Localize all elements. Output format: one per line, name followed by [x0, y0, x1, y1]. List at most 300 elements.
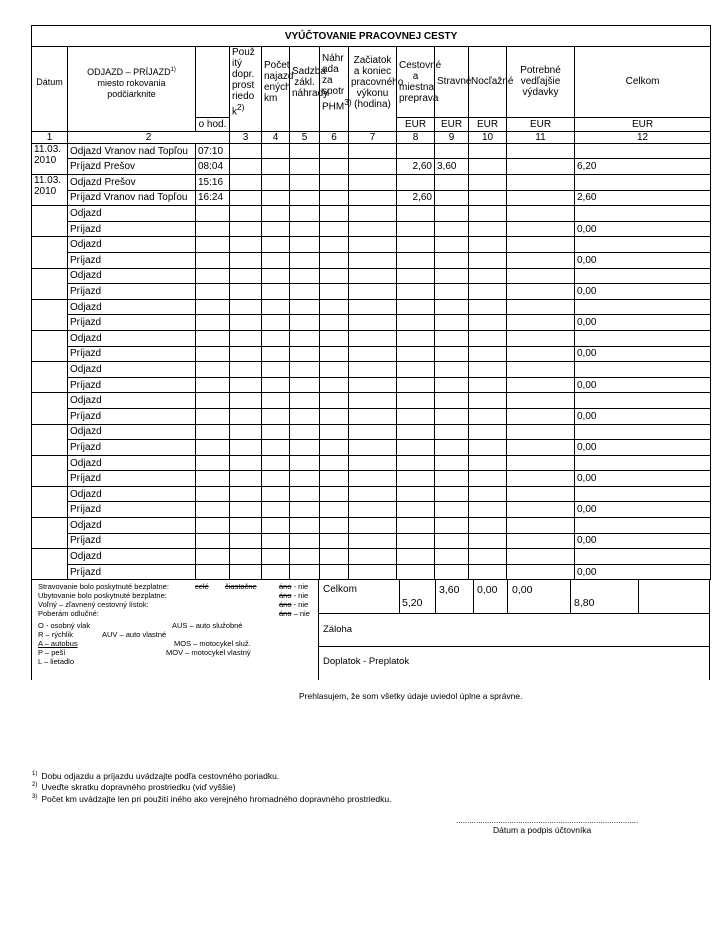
cell-col10[interactable]: [469, 268, 507, 284]
cell-col3[interactable]: [230, 175, 262, 191]
cell-col4[interactable]: [262, 175, 290, 191]
cell-col7[interactable]: [349, 330, 397, 346]
odjazd-place[interactable]: Odjazd: [68, 237, 196, 253]
cestovne-value[interactable]: [397, 143, 435, 159]
cell-col10[interactable]: [469, 284, 507, 300]
stravne-value[interactable]: [435, 346, 469, 362]
cestovne-value[interactable]: [397, 175, 435, 191]
odjazd-place[interactable]: Odjazd: [68, 362, 196, 378]
cell-col4[interactable]: [262, 564, 290, 580]
stravne-value[interactable]: [435, 408, 469, 424]
cell-col6[interactable]: [320, 502, 349, 518]
celkom-value[interactable]: 0,00: [575, 221, 711, 237]
cell-col3[interactable]: [230, 206, 262, 222]
cell-col4[interactable]: [262, 440, 290, 456]
cestovne-value[interactable]: [397, 268, 435, 284]
date-cell[interactable]: [32, 330, 68, 361]
prijazd-time[interactable]: [196, 502, 230, 518]
cell-col3[interactable]: [230, 284, 262, 300]
cell-col3[interactable]: [230, 424, 262, 440]
cell-col10[interactable]: [469, 143, 507, 159]
cell-col10[interactable]: [469, 455, 507, 471]
cell-col10[interactable]: [469, 315, 507, 331]
cell-col3[interactable]: [230, 237, 262, 253]
stravne-value[interactable]: [435, 393, 469, 409]
cell-col10[interactable]: [469, 221, 507, 237]
cell-col3[interactable]: [230, 486, 262, 502]
cell-col5[interactable]: [290, 502, 320, 518]
odjazd-place[interactable]: Odjazd: [68, 299, 196, 315]
stravne-value[interactable]: [435, 424, 469, 440]
odjazd-time[interactable]: [196, 455, 230, 471]
cell-col10[interactable]: [469, 518, 507, 534]
prijazd-time[interactable]: [196, 533, 230, 549]
cell-col6[interactable]: [320, 455, 349, 471]
cell-col5[interactable]: [290, 393, 320, 409]
cell-col11[interactable]: [507, 346, 575, 362]
odjazd-place[interactable]: Odjazd: [68, 518, 196, 534]
odjazd-place[interactable]: Odjazd: [68, 549, 196, 565]
odjazd-time[interactable]: [196, 518, 230, 534]
cell-col11[interactable]: [507, 284, 575, 300]
odjazd-time[interactable]: [196, 299, 230, 315]
cell-col7[interactable]: [349, 393, 397, 409]
prijazd-time[interactable]: [196, 440, 230, 456]
prijazd-place[interactable]: Príjazd Prešov: [68, 159, 196, 175]
prijazd-place[interactable]: Príjazd: [68, 221, 196, 237]
stravne-value[interactable]: [435, 440, 469, 456]
cell-col6[interactable]: [320, 362, 349, 378]
cell-col5[interactable]: [290, 221, 320, 237]
stravne-value[interactable]: [435, 377, 469, 393]
cell-col6[interactable]: [320, 237, 349, 253]
prijazd-time[interactable]: [196, 377, 230, 393]
cell-col6[interactable]: [320, 221, 349, 237]
stravne-value[interactable]: 3,60: [435, 159, 469, 175]
odjazd-time[interactable]: [196, 362, 230, 378]
cestovne-value[interactable]: [397, 564, 435, 580]
stravne-value[interactable]: [435, 502, 469, 518]
stravovanie-cele[interactable]: celé: [195, 582, 209, 592]
cell-col10[interactable]: [469, 206, 507, 222]
prijazd-time[interactable]: [196, 284, 230, 300]
cell-col10[interactable]: [469, 393, 507, 409]
cestovne-value[interactable]: [397, 455, 435, 471]
celkom-value[interactable]: 6,20: [575, 159, 711, 175]
date-cell[interactable]: [32, 486, 68, 517]
cell-col11[interactable]: [507, 518, 575, 534]
stravne-value[interactable]: [435, 206, 469, 222]
stravne-value[interactable]: [435, 518, 469, 534]
ubytovanie-ano-nie[interactable]: [279, 591, 308, 600]
celkom-value[interactable]: [575, 362, 711, 378]
celkom-value[interactable]: [575, 268, 711, 284]
cell-col4[interactable]: [262, 221, 290, 237]
cell-col11[interactable]: [507, 315, 575, 331]
cell-col3[interactable]: [230, 330, 262, 346]
celkom-value[interactable]: [575, 299, 711, 315]
cell-col6[interactable]: [320, 440, 349, 456]
cell-col10[interactable]: [469, 175, 507, 191]
date-cell[interactable]: [32, 393, 68, 424]
cell-col5[interactable]: [290, 518, 320, 534]
cestovne-value[interactable]: 2,60: [397, 190, 435, 206]
cell-col7[interactable]: [349, 533, 397, 549]
cell-col4[interactable]: [262, 362, 290, 378]
cell-col3[interactable]: [230, 455, 262, 471]
cell-col3[interactable]: [230, 440, 262, 456]
cell-col5[interactable]: [290, 330, 320, 346]
cell-col5[interactable]: [290, 284, 320, 300]
cell-col11[interactable]: [507, 455, 575, 471]
cell-col6[interactable]: [320, 190, 349, 206]
date-cell[interactable]: [32, 518, 68, 549]
celkom-value[interactable]: 0,00: [575, 440, 711, 456]
cell-col5[interactable]: [290, 424, 320, 440]
cell-col3[interactable]: [230, 362, 262, 378]
cell-col3[interactable]: [230, 190, 262, 206]
cell-col5[interactable]: [290, 377, 320, 393]
cell-col7[interactable]: [349, 143, 397, 159]
cell-col7[interactable]: [349, 284, 397, 300]
cell-col11[interactable]: [507, 159, 575, 175]
stravne-value[interactable]: [435, 533, 469, 549]
prijazd-time[interactable]: 08:04: [196, 159, 230, 175]
cell-col10[interactable]: [469, 346, 507, 362]
celkom-value[interactable]: 0,00: [575, 346, 711, 362]
celkom-value[interactable]: [575, 143, 711, 159]
cell-col3[interactable]: [230, 393, 262, 409]
cell-col11[interactable]: [507, 408, 575, 424]
cell-col5[interactable]: [290, 455, 320, 471]
cell-col5[interactable]: [290, 346, 320, 362]
prijazd-time[interactable]: [196, 564, 230, 580]
cell-col3[interactable]: [230, 159, 262, 175]
cestovne-value[interactable]: [397, 502, 435, 518]
odjazd-place[interactable]: Odjazd: [68, 486, 196, 502]
celkom-value[interactable]: 2,60: [575, 190, 711, 206]
odjazd-place[interactable]: Odjazd: [68, 455, 196, 471]
stravne-value[interactable]: [435, 143, 469, 159]
cell-col10[interactable]: [469, 362, 507, 378]
cell-col7[interactable]: [349, 237, 397, 253]
cestovne-value[interactable]: [397, 549, 435, 565]
cell-col5[interactable]: [290, 486, 320, 502]
cell-col11[interactable]: [507, 268, 575, 284]
cell-col4[interactable]: [262, 377, 290, 393]
cell-col10[interactable]: [469, 237, 507, 253]
cestovne-value[interactable]: [397, 393, 435, 409]
cell-col4[interactable]: [262, 299, 290, 315]
cell-col7[interactable]: [349, 175, 397, 191]
cell-col7[interactable]: [349, 362, 397, 378]
odjazd-time[interactable]: 15:16: [196, 175, 230, 191]
odjazd-time[interactable]: [196, 393, 230, 409]
cell-col11[interactable]: [507, 237, 575, 253]
cestovne-value[interactable]: [397, 284, 435, 300]
cell-col5[interactable]: [290, 315, 320, 331]
cell-col4[interactable]: [262, 330, 290, 346]
cell-col10[interactable]: [469, 486, 507, 502]
celkom-value[interactable]: 0,00: [575, 252, 711, 268]
cell-col10[interactable]: [469, 159, 507, 175]
celkom-value[interactable]: 0,00: [575, 533, 711, 549]
cell-col7[interactable]: [349, 221, 397, 237]
cell-col10[interactable]: [469, 252, 507, 268]
cell-col5[interactable]: [290, 252, 320, 268]
cell-col11[interactable]: [507, 533, 575, 549]
odjazd-place[interactable]: Odjazd: [68, 330, 196, 346]
cell-col5[interactable]: [290, 159, 320, 175]
cell-col7[interactable]: [349, 159, 397, 175]
stravne-value[interactable]: [435, 315, 469, 331]
prijazd-place[interactable]: Príjazd: [68, 377, 196, 393]
cestovne-value[interactable]: [397, 346, 435, 362]
cell-col4[interactable]: [262, 237, 290, 253]
cell-col4[interactable]: [262, 252, 290, 268]
cestovne-value[interactable]: [397, 362, 435, 378]
volny-ano-nie[interactable]: [279, 600, 308, 609]
cell-col3[interactable]: [230, 408, 262, 424]
date-cell[interactable]: [32, 206, 68, 237]
cell-col11[interactable]: [507, 330, 575, 346]
celkom-value[interactable]: [575, 549, 711, 565]
celkom-value[interactable]: 0,00: [575, 471, 711, 487]
cell-col6[interactable]: [320, 377, 349, 393]
cell-col10[interactable]: [469, 424, 507, 440]
cell-col4[interactable]: [262, 502, 290, 518]
odjazd-time[interactable]: 07:10: [196, 143, 230, 159]
date-cell[interactable]: [32, 299, 68, 330]
cell-col3[interactable]: [230, 143, 262, 159]
cestovne-value[interactable]: [397, 299, 435, 315]
celkom-value[interactable]: 0,00: [575, 284, 711, 300]
prijazd-time[interactable]: [196, 221, 230, 237]
cell-col10[interactable]: [469, 330, 507, 346]
odjazd-time[interactable]: [196, 206, 230, 222]
cell-col10[interactable]: [469, 502, 507, 518]
cell-col7[interactable]: [349, 424, 397, 440]
cell-col10[interactable]: [469, 440, 507, 456]
celkom-value[interactable]: [575, 393, 711, 409]
stravne-value[interactable]: [435, 252, 469, 268]
cell-col4[interactable]: [262, 284, 290, 300]
date-cell[interactable]: [32, 455, 68, 486]
cell-col4[interactable]: [262, 190, 290, 206]
celkom-value[interactable]: [575, 486, 711, 502]
odjazd-time[interactable]: [196, 330, 230, 346]
cell-col6[interactable]: [320, 284, 349, 300]
cell-col5[interactable]: [290, 408, 320, 424]
cell-col11[interactable]: [507, 549, 575, 565]
cell-col5[interactable]: [290, 190, 320, 206]
celkom-value[interactable]: 0,00: [575, 408, 711, 424]
prijazd-time[interactable]: [196, 346, 230, 362]
stravne-value[interactable]: [435, 471, 469, 487]
cestovne-value[interactable]: [397, 206, 435, 222]
cell-col6[interactable]: [320, 533, 349, 549]
cestovne-value[interactable]: [397, 377, 435, 393]
stravovanie-ciastocne[interactable]: čiastočne: [225, 582, 257, 592]
signature-line[interactable]: ..................................................................................: [456, 816, 639, 825]
cell-col4[interactable]: [262, 455, 290, 471]
stravne-value[interactable]: [435, 564, 469, 580]
date-cell[interactable]: [32, 362, 68, 393]
cell-col5[interactable]: [290, 533, 320, 549]
cell-col7[interactable]: [349, 252, 397, 268]
cell-col3[interactable]: [230, 252, 262, 268]
cell-col3[interactable]: [230, 299, 262, 315]
cell-col10[interactable]: [469, 299, 507, 315]
odjazd-time[interactable]: [196, 549, 230, 565]
cell-col5[interactable]: [290, 299, 320, 315]
cell-col7[interactable]: [349, 440, 397, 456]
cell-col3[interactable]: [230, 346, 262, 362]
celkom-value[interactable]: 0,00: [575, 315, 711, 331]
celkom-value[interactable]: 0,00: [575, 502, 711, 518]
cell-col5[interactable]: [290, 206, 320, 222]
cell-col7[interactable]: [349, 408, 397, 424]
prijazd-place[interactable]: Príjazd: [68, 252, 196, 268]
cell-col10[interactable]: [469, 564, 507, 580]
cell-col6[interactable]: [320, 471, 349, 487]
celkom-value[interactable]: [575, 518, 711, 534]
cell-col4[interactable]: [262, 518, 290, 534]
cell-col6[interactable]: [320, 330, 349, 346]
cell-col6[interactable]: [320, 159, 349, 175]
date-cell[interactable]: [32, 175, 68, 206]
cell-col6[interactable]: [320, 206, 349, 222]
celkom-value[interactable]: [575, 455, 711, 471]
stravne-value[interactable]: [435, 362, 469, 378]
celkom-value[interactable]: [575, 424, 711, 440]
cell-col11[interactable]: [507, 564, 575, 580]
cell-col5[interactable]: [290, 549, 320, 565]
odjazd-time[interactable]: [196, 424, 230, 440]
cell-col7[interactable]: [349, 502, 397, 518]
cell-col5[interactable]: [290, 564, 320, 580]
cell-col3[interactable]: [230, 315, 262, 331]
cell-col6[interactable]: [320, 393, 349, 409]
celkom-value[interactable]: [575, 175, 711, 191]
cell-col3[interactable]: [230, 549, 262, 565]
date-cell[interactable]: [32, 424, 68, 455]
cell-col6[interactable]: [320, 315, 349, 331]
odjazd-place[interactable]: Odjazd Prešov: [68, 175, 196, 191]
prijazd-time[interactable]: [196, 252, 230, 268]
cell-col6[interactable]: [320, 175, 349, 191]
cell-col6[interactable]: [320, 252, 349, 268]
cell-col11[interactable]: [507, 502, 575, 518]
cell-col7[interactable]: [349, 486, 397, 502]
cell-col4[interactable]: [262, 268, 290, 284]
celkom-value[interactable]: [575, 206, 711, 222]
cell-col4[interactable]: [262, 143, 290, 159]
cell-col10[interactable]: [469, 377, 507, 393]
celkom-value[interactable]: 0,00: [575, 564, 711, 580]
cell-col11[interactable]: [507, 190, 575, 206]
cestovne-value[interactable]: [397, 330, 435, 346]
cell-col6[interactable]: [320, 486, 349, 502]
cell-col7[interactable]: [349, 549, 397, 565]
celkom-value[interactable]: [575, 330, 711, 346]
cell-col11[interactable]: [507, 221, 575, 237]
cell-col7[interactable]: [349, 315, 397, 331]
cestovne-value[interactable]: [397, 408, 435, 424]
cell-col4[interactable]: [262, 549, 290, 565]
odjazd-time[interactable]: [196, 237, 230, 253]
prijazd-time[interactable]: [196, 315, 230, 331]
cell-col11[interactable]: [507, 486, 575, 502]
cestovne-value[interactable]: [397, 471, 435, 487]
cell-col6[interactable]: [320, 549, 349, 565]
prijazd-place[interactable]: Príjazd: [68, 315, 196, 331]
cell-col7[interactable]: [349, 346, 397, 362]
cell-col7[interactable]: [349, 377, 397, 393]
date-cell[interactable]: [32, 237, 68, 268]
cestovne-value[interactable]: 2,60: [397, 159, 435, 175]
cestovne-value[interactable]: [397, 518, 435, 534]
cestovne-value[interactable]: [397, 252, 435, 268]
odjazd-place[interactable]: Odjazd: [68, 268, 196, 284]
cestovne-value[interactable]: [397, 424, 435, 440]
cestovne-value[interactable]: [397, 486, 435, 502]
cell-col5[interactable]: [290, 175, 320, 191]
stravne-value[interactable]: [435, 549, 469, 565]
celkom-value[interactable]: 0,00: [575, 377, 711, 393]
cell-col10[interactable]: [469, 408, 507, 424]
cell-col10[interactable]: [469, 549, 507, 565]
cestovne-value[interactable]: [397, 440, 435, 456]
cell-col4[interactable]: [262, 315, 290, 331]
cell-col4[interactable]: [262, 424, 290, 440]
cell-col5[interactable]: [290, 143, 320, 159]
cell-col6[interactable]: [320, 518, 349, 534]
cell-col10[interactable]: [469, 471, 507, 487]
cell-col3[interactable]: [230, 221, 262, 237]
cell-col11[interactable]: [507, 206, 575, 222]
cell-col7[interactable]: [349, 190, 397, 206]
poberam-ano-nie[interactable]: [279, 609, 310, 618]
prijazd-place[interactable]: Príjazd: [68, 564, 196, 580]
odjazd-time[interactable]: [196, 268, 230, 284]
cell-col4[interactable]: [262, 346, 290, 362]
celkom-value[interactable]: [575, 237, 711, 253]
date-cell[interactable]: [32, 268, 68, 299]
cell-col10[interactable]: [469, 533, 507, 549]
prijazd-place[interactable]: Príjazd: [68, 346, 196, 362]
cell-col11[interactable]: [507, 252, 575, 268]
stravne-value[interactable]: [435, 221, 469, 237]
stravovanie-ano-nie[interactable]: [279, 582, 308, 591]
cell-col5[interactable]: [290, 440, 320, 456]
cestovne-value[interactable]: [397, 221, 435, 237]
cell-col7[interactable]: [349, 564, 397, 580]
prijazd-place[interactable]: Príjazd: [68, 440, 196, 456]
stravne-value[interactable]: [435, 299, 469, 315]
cell-col10[interactable]: [469, 190, 507, 206]
cell-col6[interactable]: [320, 143, 349, 159]
cell-col7[interactable]: [349, 455, 397, 471]
cell-col4[interactable]: [262, 393, 290, 409]
stravne-value[interactable]: [435, 190, 469, 206]
cell-col4[interactable]: [262, 486, 290, 502]
prijazd-time[interactable]: [196, 408, 230, 424]
cell-col4[interactable]: [262, 408, 290, 424]
cell-col3[interactable]: [230, 377, 262, 393]
prijazd-place[interactable]: Príjazd: [68, 471, 196, 487]
prijazd-place[interactable]: Príjazd: [68, 502, 196, 518]
